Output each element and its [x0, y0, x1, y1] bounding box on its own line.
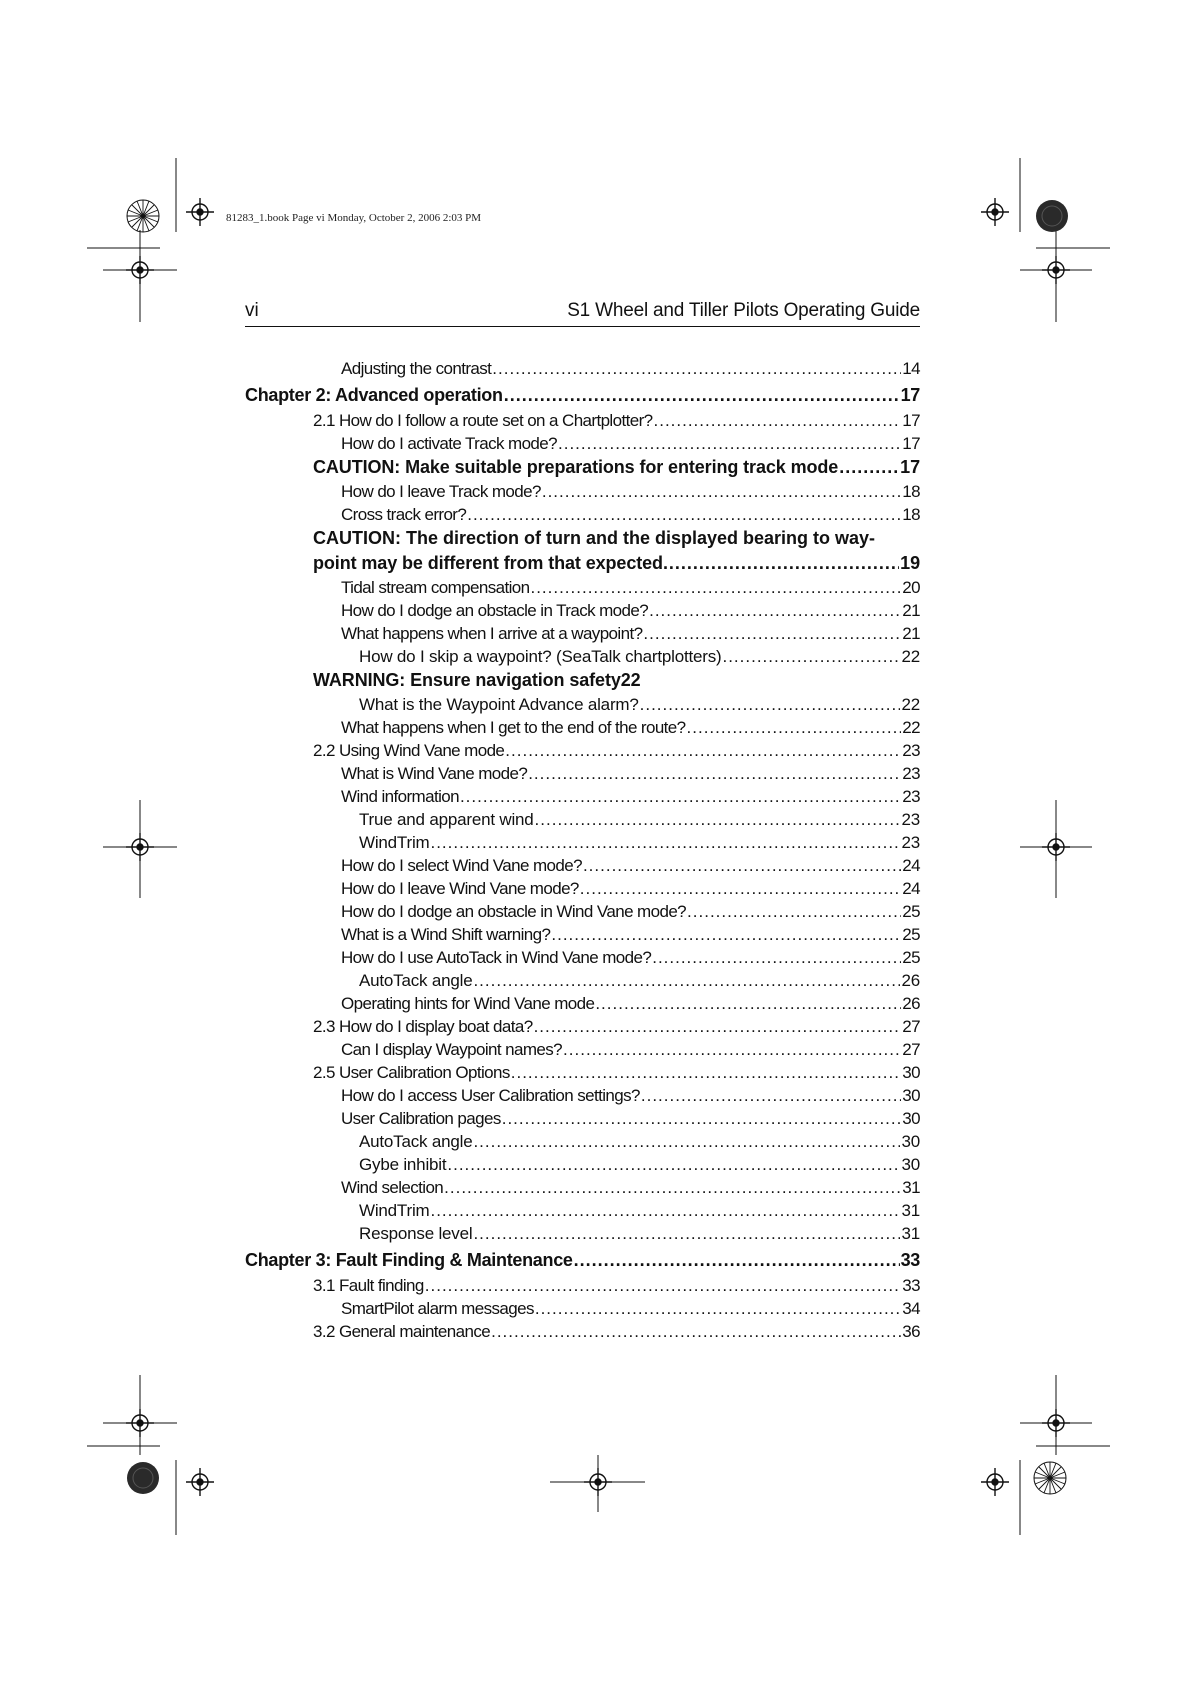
toc-entry[interactable]: [245, 1038, 920, 1061]
toc-entry-title: What is Wind Vane mode?: [341, 764, 528, 783]
printer-slug: 81283_1.book Page vi Monday, October 2, 2006 2:03 PM: [226, 212, 482, 224]
toc-entry-title: WARNING: Ensure navigation safety: [313, 670, 621, 690]
toc-page-number: 21: [902, 601, 920, 620]
toc-entry[interactable]: [245, 1107, 920, 1130]
toc-chapter-entry[interactable]: [245, 382, 920, 409]
toc-entry-title: What is a Wind Shift warning?: [341, 925, 551, 944]
toc-entry-title: 2.1 How do I follow a route set on a Chartplotter?: [313, 411, 653, 430]
toc-entry-title: Chapter 3: Fault Finding & Maintenance: [245, 1250, 573, 1270]
toc-entry[interactable]: [245, 923, 920, 946]
toc-entry-title: WindTrim: [359, 833, 430, 852]
toc-entry[interactable]: [245, 762, 920, 785]
toc-leader-dots: [460, 785, 901, 808]
toc-page-number: 19: [900, 553, 920, 573]
running-header-title: S1 Wheel and Tiller Pilots Operating Guide: [567, 300, 920, 321]
toc-entry[interactable]: [245, 1199, 920, 1222]
toc-leader-dots: [534, 1015, 902, 1038]
toc-leader-dots: [473, 969, 900, 992]
toc-page-number: 26: [902, 994, 920, 1013]
toc-page-number: 34: [902, 1299, 920, 1318]
toc-page-number: 23: [901, 833, 920, 852]
toc-entry[interactable]: [245, 1061, 920, 1084]
toc-entry-title: Cross track error?: [341, 505, 467, 524]
toc-leader-dots: [492, 357, 901, 380]
toc-leader-dots: [580, 877, 902, 900]
toc-page-number: 17: [900, 385, 920, 405]
toc-entry[interactable]: [245, 576, 920, 599]
toc-entry[interactable]: [245, 969, 920, 992]
toc-entry[interactable]: [245, 357, 920, 380]
toc-entry-title: How do I dodge an obstacle in Wind Vane mode?: [341, 902, 687, 921]
toc-entry[interactable]: [245, 1320, 920, 1343]
toc-entry[interactable]: [245, 900, 920, 923]
toc-page-number: 31: [902, 1178, 920, 1197]
toc-caution-line: CAUTION: The direction of turn and the displayed bearing to way-: [313, 528, 876, 548]
toc-page-number: 22: [902, 718, 920, 737]
toc-entry-title: Operating hints for Wind Vane mode: [341, 994, 595, 1013]
toc-entry-title: Wind information: [341, 787, 459, 806]
toc-page-number: 22: [620, 670, 641, 690]
toc-leader-dots: [669, 551, 899, 576]
toc-leader-dots: [558, 432, 901, 455]
toc-leader-dots: [595, 992, 901, 1015]
toc-page-number: 23: [902, 764, 920, 783]
toc-entry[interactable]: [245, 992, 920, 1015]
toc-leader-dots: [430, 1199, 900, 1222]
toc-leader-dots: [535, 808, 901, 831]
toc-entry-title: Adjusting the contrast: [341, 359, 492, 378]
toc-entry-title: User Calibration pages: [341, 1109, 501, 1128]
toc-entry[interactable]: [245, 693, 920, 716]
toc-leader-dots: [530, 576, 901, 599]
toc-entry-title: 3.2 General maintenance: [313, 1322, 491, 1341]
toc-entry[interactable]: [245, 1222, 920, 1245]
toc-entry-title: Wind selection: [341, 1178, 444, 1197]
toc-entry[interactable]: [245, 854, 920, 877]
toc-leader-dots: [551, 923, 901, 946]
toc-page-number: 24: [902, 856, 920, 875]
toc-entry-title: How do I access User Calibration settings?: [341, 1086, 640, 1105]
toc-entry-title: What happens when I get to the end of the route?: [341, 718, 686, 737]
toc-page-number: 30: [901, 1132, 920, 1151]
toc-entry-title: AutoTack angle: [359, 971, 473, 990]
toc-entry-title: How do I use AutoTack in Wind Vane mode?: [341, 948, 652, 967]
toc-entry-title: Response level: [359, 1224, 473, 1243]
toc-page-number: 21: [902, 624, 920, 643]
toc-entry[interactable]: [245, 1084, 920, 1107]
toc-entry-title: Gybe inhibit: [359, 1155, 447, 1174]
toc-entry-title: How do I dodge an obstacle in Track mode?: [341, 601, 649, 620]
toc-entry-title: 2.3 How do I display boat data?: [313, 1017, 533, 1036]
toc-entry[interactable]: [245, 480, 920, 503]
toc-leader-dots: [640, 693, 901, 716]
toc-page-number: 17: [902, 411, 920, 430]
toc-entry[interactable]: [245, 1130, 920, 1153]
toc-entry[interactable]: [245, 946, 920, 969]
toc-entry-title: 3.1 Fault finding: [313, 1276, 424, 1295]
toc-page-number: 26: [901, 971, 920, 990]
toc-entry-title: Can I display Waypoint names?: [341, 1040, 563, 1059]
toc-leader-dots: [535, 1297, 901, 1320]
page-number: vi: [245, 300, 259, 321]
toc-page-number: 30: [902, 1063, 920, 1082]
toc-page-number: 18: [902, 505, 920, 524]
toc-leader-dots: [542, 480, 901, 503]
toc-page-number: 36: [902, 1322, 920, 1341]
toc-page-number: 31: [901, 1224, 920, 1243]
toc-leader-dots: [502, 1107, 902, 1130]
toc-page-number: 23: [901, 810, 920, 829]
toc-leader-dots: [467, 503, 901, 526]
toc-leader-dots: [511, 1061, 902, 1084]
toc-page-number: 25: [902, 925, 920, 944]
toc-entry[interactable]: [245, 739, 920, 762]
toc-entry-title: How do I activate Track mode?: [341, 434, 557, 453]
toc-page-number: 20: [902, 578, 920, 597]
toc-leader-dots: [491, 1320, 901, 1343]
toc-leader-dots: [687, 900, 901, 923]
toc-leader-dots: [722, 645, 900, 668]
toc-caution-entry[interactable]: [245, 455, 920, 480]
toc-page-number: 27: [902, 1017, 920, 1036]
toc-entry-title: point may be different from that expected.: [313, 553, 668, 573]
toc-entry[interactable]: [245, 785, 920, 808]
toc-leader-dots: [447, 1153, 900, 1176]
toc-leader-dots: [505, 739, 901, 762]
toc-entry-title: CAUTION: Make suitable preparations for entering track mode: [313, 457, 839, 477]
toc-leader-dots: [473, 1130, 900, 1153]
toc-entry[interactable]: [245, 1153, 920, 1176]
toc-page-number: 22: [901, 647, 920, 666]
toc-entry[interactable]: [245, 1297, 920, 1320]
toc-page-number: 22: [901, 695, 920, 714]
toc-leader-dots: [574, 1247, 900, 1274]
toc-leader-dots: [425, 1274, 902, 1297]
toc-entry-title: 2.2 Using Wind Vane mode: [313, 741, 505, 760]
toc-entry-title: True and apparent wind: [359, 810, 534, 829]
toc-entry[interactable]: [245, 808, 920, 831]
toc-page-number: 27: [902, 1040, 920, 1059]
toc-leader-dots: [473, 1222, 900, 1245]
toc-entry[interactable]: [245, 1015, 920, 1038]
toc-leader-dots: [643, 622, 901, 645]
toc-entry[interactable]: [245, 645, 920, 668]
toc-page-number: 33: [902, 1276, 920, 1295]
toc-entry-title: WindTrim: [359, 1201, 430, 1220]
header-rule: [245, 326, 920, 327]
toc-page-number: 31: [901, 1201, 920, 1220]
toc-entry[interactable]: [245, 877, 920, 900]
toc-leader-dots: [583, 854, 901, 877]
toc-page-number: 14: [902, 359, 920, 378]
toc-entry[interactable]: [245, 503, 920, 526]
toc-entry-title: What happens when I arrive at a waypoint?: [341, 624, 643, 643]
toc-page-number: 30: [902, 1086, 920, 1105]
toc-entry-title: How do I skip a waypoint? (SeaTalk chartplotters): [359, 647, 722, 666]
toc-page-number: 17: [902, 434, 920, 453]
toc-leader-dots: [444, 1176, 901, 1199]
toc-leader-dots: [504, 382, 900, 409]
toc-leader-dots: [430, 831, 900, 854]
toc-entry[interactable]: [245, 432, 920, 455]
toc-caution-entry[interactable]: [245, 551, 920, 576]
toc-entry-title: What is the Waypoint Advance alarm?: [359, 695, 639, 714]
toc-chapter-entry[interactable]: [245, 1247, 920, 1274]
toc-entry[interactable]: [245, 599, 920, 622]
toc-entry[interactable]: [245, 1274, 920, 1297]
table-of-contents: [245, 357, 920, 1343]
toc-entry[interactable]: [245, 831, 920, 854]
toc-page-number: 25: [902, 902, 920, 921]
toc-entry-title: How do I select Wind Vane mode?: [341, 856, 582, 875]
toc-page-number: 18: [902, 482, 920, 501]
toc-page-number: 23: [902, 741, 920, 760]
toc-leader-dots: [687, 716, 902, 739]
toc-leader-dots: [652, 946, 901, 969]
toc-entry-title: Tidal stream compensation: [341, 578, 530, 597]
toc-leader-dots: [839, 455, 899, 480]
toc-page-number: 30: [901, 1155, 920, 1174]
toc-page-number: 30: [902, 1109, 920, 1128]
toc-leader-dots: [654, 409, 902, 432]
toc-page-number: 23: [902, 787, 920, 806]
toc-entry-title: AutoTack angle: [359, 1132, 473, 1151]
toc-page-number: 17: [900, 457, 920, 477]
toc-entry[interactable]: [245, 622, 920, 645]
toc-entry-title: 2.5 User Calibration Options: [313, 1063, 510, 1082]
toc-page-number: 33: [900, 1250, 920, 1270]
toc-entry[interactable]: [245, 1176, 920, 1199]
toc-leader-dots: [563, 1038, 901, 1061]
toc-entry-title: How do I leave Track mode?: [341, 482, 541, 501]
toc-entry[interactable]: [245, 716, 920, 739]
toc-entry[interactable]: [245, 409, 920, 432]
toc-leader-dots: [649, 599, 901, 622]
toc-entry-title: SmartPilot alarm messages: [341, 1299, 534, 1318]
toc-caution-entry[interactable]: [245, 668, 920, 693]
toc-entry-title: How do I leave Wind Vane mode?: [341, 879, 579, 898]
toc-leader-dots: [641, 1084, 901, 1107]
toc-page-number: 24: [902, 879, 920, 898]
toc-entry-title: Chapter 2: Advanced operation: [245, 385, 503, 405]
toc-page-number: 25: [902, 948, 920, 967]
toc-leader-dots: [528, 762, 901, 785]
